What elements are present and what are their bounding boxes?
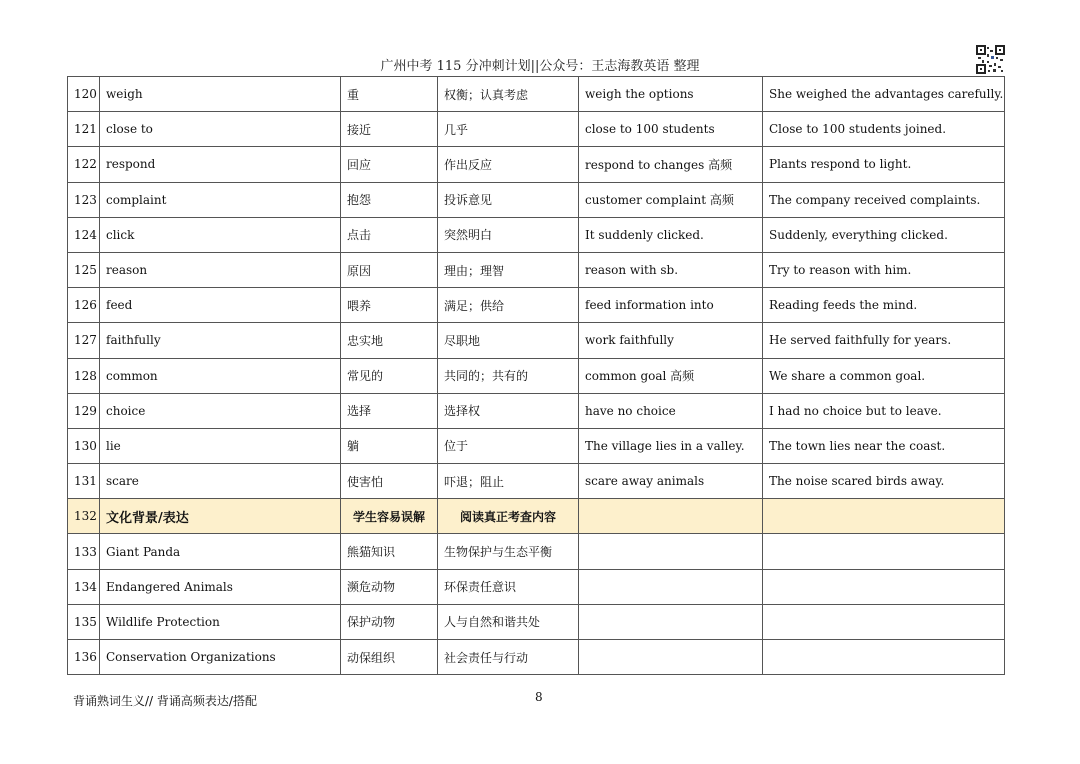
table-row — [68, 217, 1005, 252]
table-row — [68, 182, 1005, 217]
new-meaning-cell: 共同的；共有的 — [438, 358, 579, 393]
empty-cell — [763, 534, 1005, 569]
common-meaning-cell: 抱怨 — [341, 182, 438, 217]
new-meaning-cell: 几乎 — [438, 112, 579, 147]
new-meaning-cell: 尽职地 — [438, 323, 579, 358]
empty-cell — [579, 499, 763, 534]
row-number: 121 — [68, 112, 100, 147]
example-cell: He served faithfully for years. — [763, 323, 1005, 358]
phrase-cell: close to 100 students — [579, 112, 763, 147]
topic-cell: Wildlife Protection — [100, 604, 341, 639]
row-number: 122 — [68, 147, 100, 182]
topic-cell: Endangered Animals — [100, 569, 341, 604]
common-meaning-cell: 常见的 — [341, 358, 438, 393]
empty-cell — [763, 604, 1005, 639]
vocabulary-table — [67, 76, 1005, 675]
phrase-cell: feed information into — [579, 288, 763, 323]
common-meaning-cell: 喂养 — [341, 288, 438, 323]
table-row — [68, 604, 1005, 639]
phrase-cell: scare away animals — [579, 464, 763, 499]
row-number: 128 — [68, 358, 100, 393]
misunderstanding-cell: 濒危动物 — [341, 569, 438, 604]
word-cell: lie — [100, 428, 341, 463]
phrase-cell: common goal 高频 — [579, 358, 763, 393]
table-row — [68, 569, 1005, 604]
row-number: 132 — [68, 499, 100, 534]
row-number: 125 — [68, 252, 100, 287]
word-cell: choice — [100, 393, 341, 428]
example-cell: Try to reason with him. — [763, 252, 1005, 287]
row-number: 133 — [68, 534, 100, 569]
word-cell: feed — [100, 288, 341, 323]
common-meaning-cell: 点击 — [341, 217, 438, 252]
common-meaning-cell: 忠实地 — [341, 323, 438, 358]
example-cell: Reading feeds the mind. — [763, 288, 1005, 323]
word-cell: scare — [100, 464, 341, 499]
reading-focus-cell: 生物保护与生态平衡 — [438, 534, 579, 569]
example-cell: Plants respond to light. — [763, 147, 1005, 182]
common-meaning-cell: 使害怕 — [341, 464, 438, 499]
new-meaning-cell: 权衡；认真考虑 — [438, 77, 579, 112]
row-number: 127 — [68, 323, 100, 358]
common-meaning-cell: 原因 — [341, 252, 438, 287]
phrase-cell: The village lies in a valley. — [579, 428, 763, 463]
word-cell: faithfully — [100, 323, 341, 358]
example-cell: Suddenly, everything clicked. — [763, 217, 1005, 252]
empty-cell — [579, 534, 763, 569]
new-meaning-cell: 吓退；阻止 — [438, 464, 579, 499]
misunderstanding-cell: 保护动物 — [341, 604, 438, 639]
example-cell: I had no choice but to leave. — [763, 393, 1005, 428]
new-meaning-cell: 位于 — [438, 428, 579, 463]
row-number: 126 — [68, 288, 100, 323]
row-number: 136 — [68, 640, 100, 675]
example-cell: We share a common goal. — [763, 358, 1005, 393]
table-row — [68, 147, 1005, 182]
row-number: 135 — [68, 604, 100, 639]
example-cell: The town lies near the coast. — [763, 428, 1005, 463]
reading-focus-cell: 环保责任意识 — [438, 569, 579, 604]
table-row — [68, 428, 1005, 463]
new-meaning-cell: 突然明白 — [438, 217, 579, 252]
new-meaning-cell: 理由；理智 — [438, 252, 579, 287]
empty-cell — [763, 569, 1005, 604]
phrase-cell: have no choice — [579, 393, 763, 428]
phrase-cell: work faithfully — [579, 323, 763, 358]
phrase-cell: customer complaint 高频 — [579, 182, 763, 217]
table-row — [68, 640, 1005, 675]
common-meaning-cell: 选择 — [341, 393, 438, 428]
reading-focus-cell: 社会责任与行动 — [438, 640, 579, 675]
word-cell: reason — [100, 252, 341, 287]
new-meaning-cell: 满足；供给 — [438, 288, 579, 323]
new-meaning-cell: 选择权 — [438, 393, 579, 428]
page-number: 8 — [535, 690, 543, 704]
common-meaning-cell: 重 — [341, 77, 438, 112]
common-meaning-cell: 接近 — [341, 112, 438, 147]
example-cell: The company received complaints. — [763, 182, 1005, 217]
table-row — [68, 252, 1005, 287]
topic-cell: Giant Panda — [100, 534, 341, 569]
common-meaning-cell: 躺 — [341, 428, 438, 463]
empty-cell — [579, 604, 763, 639]
word-cell: close to — [100, 112, 341, 147]
word-cell: weigh — [100, 77, 341, 112]
page-header-title: 广州中考 115 分冲刺计划||公众号：王志海教英语 整理 — [380, 59, 700, 74]
section-column-reading-focus: 阅读真正考查内容 — [438, 499, 579, 534]
table-row — [68, 112, 1005, 147]
common-meaning-cell: 回应 — [341, 147, 438, 182]
phrase-cell: reason with sb. — [579, 252, 763, 287]
phrase-cell: weigh the options — [579, 77, 763, 112]
table-row — [68, 288, 1005, 323]
example-cell: The noise scared birds away. — [763, 464, 1005, 499]
phrase-cell: respond to changes 高频 — [579, 147, 763, 182]
word-cell: respond — [100, 147, 341, 182]
row-number: 130 — [68, 428, 100, 463]
example-cell: Close to 100 students joined. — [763, 112, 1005, 147]
footer-note: 背诵熟词生义// 背诵高频表达/搭配 — [73, 694, 257, 708]
table-row — [68, 323, 1005, 358]
misunderstanding-cell: 动保组织 — [341, 640, 438, 675]
phrase-cell: It suddenly clicked. — [579, 217, 763, 252]
section-header-row — [68, 499, 1005, 534]
word-cell: click — [100, 217, 341, 252]
empty-cell — [579, 569, 763, 604]
new-meaning-cell: 作出反应 — [438, 147, 579, 182]
table-row — [68, 358, 1005, 393]
misunderstanding-cell: 熊猫知识 — [341, 534, 438, 569]
row-number: 134 — [68, 569, 100, 604]
reading-focus-cell: 人与自然和谐共处 — [438, 604, 579, 639]
table-row — [68, 534, 1005, 569]
new-meaning-cell: 投诉意见 — [438, 182, 579, 217]
section-column-misunderstanding: 学生容易误解 — [341, 499, 438, 534]
empty-cell — [579, 640, 763, 675]
word-cell: complaint — [100, 182, 341, 217]
qr-code-icon — [976, 45, 1005, 74]
row-number: 124 — [68, 217, 100, 252]
empty-cell — [763, 640, 1005, 675]
table-row — [68, 464, 1005, 499]
row-number: 131 — [68, 464, 100, 499]
topic-cell: Conservation Organizations — [100, 640, 341, 675]
row-number: 123 — [68, 182, 100, 217]
word-cell: common — [100, 358, 341, 393]
table-row — [68, 77, 1005, 112]
table-row — [68, 393, 1005, 428]
row-number: 120 — [68, 77, 100, 112]
empty-cell — [763, 499, 1005, 534]
vocabulary-table-body — [68, 77, 1005, 675]
example-cell: She weighed the advantages carefully. — [763, 77, 1005, 112]
section-title: 文化背景/表达 — [100, 499, 341, 534]
row-number: 129 — [68, 393, 100, 428]
